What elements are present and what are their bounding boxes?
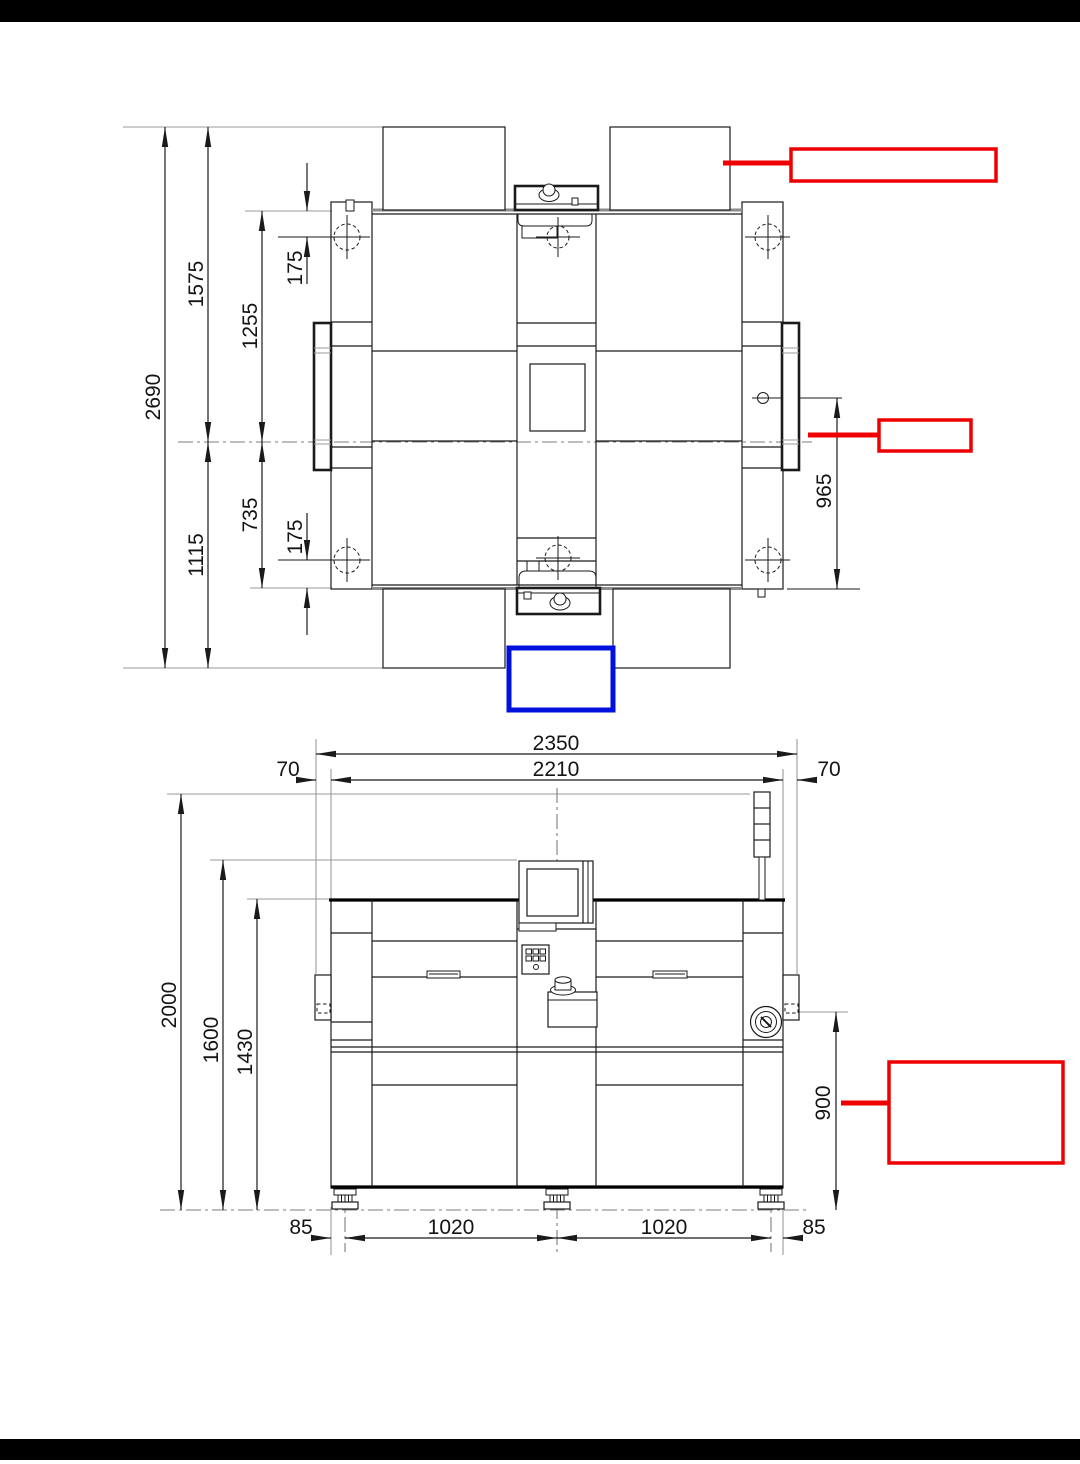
monitor <box>519 861 593 931</box>
red-callout-box-top <box>791 149 996 181</box>
red-callout-box-bottom <box>889 1062 1063 1163</box>
left-dock-pod <box>314 323 331 470</box>
plan-mounting-holes <box>334 215 781 582</box>
machine-plan-outline <box>331 200 783 597</box>
dim-conveyor-height: 900 <box>812 1085 835 1121</box>
leveling-foot <box>758 1189 784 1209</box>
blue-callout-box <box>509 648 613 710</box>
signal-tower-pole <box>759 857 765 900</box>
left-smema-pod <box>315 975 331 1020</box>
page-bottom-bar <box>0 1439 1080 1460</box>
dim-right-span: 965 <box>813 473 836 509</box>
feeder-bank-bottom-right <box>613 589 730 668</box>
plan-center-window <box>530 364 585 431</box>
plan-side-pods <box>314 323 799 470</box>
door-handle-left <box>427 971 460 978</box>
top-view <box>123 127 996 710</box>
machine-front-outline <box>329 900 785 1188</box>
dim-right-foot-inset: 85 <box>802 1216 826 1239</box>
key-switch <box>751 1007 782 1038</box>
right-smema-pod <box>783 975 799 1020</box>
conveyor-inlet-top <box>518 214 592 226</box>
feeder-bank-top-left <box>383 127 505 210</box>
front-view <box>158 732 1063 1255</box>
dim-lower-hole-offset: 175 <box>284 519 307 555</box>
leveling-foot <box>544 1189 570 1209</box>
dim-overall-height: 2000 <box>158 981 181 1029</box>
dim-overall-depth: 2690 <box>142 373 165 421</box>
dim-upper-depth: 1575 <box>185 260 208 308</box>
red-callout-box-right <box>879 420 971 451</box>
edge-block <box>758 589 765 597</box>
dim-right-overhang: 70 <box>817 758 841 781</box>
dim-overall-width: 2350 <box>532 732 580 755</box>
right-dock-pod <box>782 323 799 470</box>
front-body <box>331 900 783 1188</box>
front-callouts <box>841 1062 1063 1163</box>
operation-panel <box>522 945 549 974</box>
plan-callouts <box>509 149 996 710</box>
feeder-bank-top-right <box>610 127 730 210</box>
plan-left-column <box>331 202 372 589</box>
dim-monitor-height: 1600 <box>200 1016 223 1064</box>
dim-upper-hole-offset: 175 <box>284 250 307 286</box>
leveling-feet <box>332 1189 784 1209</box>
conveyor-unit-top <box>515 184 598 238</box>
feeder-bank-bottom-left <box>383 589 505 668</box>
page-top-bar <box>0 0 1080 22</box>
edge-block <box>346 200 354 211</box>
door-handle-right <box>653 971 687 978</box>
dim-right-foot-span: 1020 <box>640 1216 688 1239</box>
mounting-hole <box>536 536 580 580</box>
dim-lower-depth: 1115 <box>185 533 208 577</box>
leveling-foot <box>332 1189 358 1209</box>
dim-body-width: 2210 <box>532 758 580 781</box>
plan-right-column <box>742 202 783 589</box>
dim-upper-rail-span: 1255 <box>239 302 262 350</box>
signal-tower <box>754 792 770 900</box>
dim-lower-rail-span: 735 <box>239 497 262 533</box>
mounting-hole <box>536 217 580 257</box>
monitor-ledge <box>519 923 556 931</box>
dim-left-foot-inset: 85 <box>289 1216 313 1239</box>
dim-left-overhang: 70 <box>276 758 300 781</box>
dim-left-foot-span: 1020 <box>427 1216 475 1239</box>
dim-body-height: 1430 <box>234 1028 257 1076</box>
